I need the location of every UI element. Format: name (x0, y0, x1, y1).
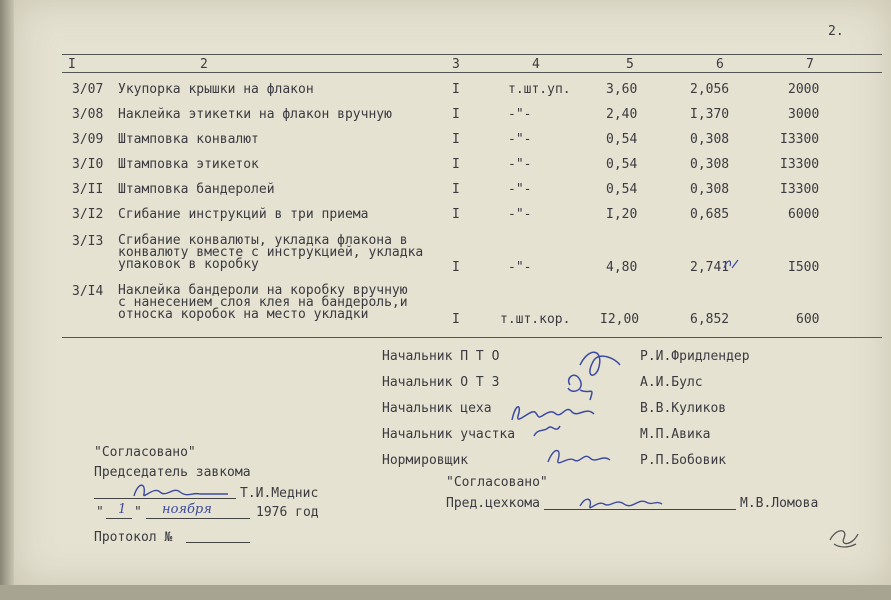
row-unit: -"- (508, 207, 532, 222)
row-name: Штамповка этикеток (118, 157, 259, 172)
row-col3: I (452, 157, 460, 172)
row-col6: 0,308 (690, 132, 730, 147)
row-col7: I500 (788, 260, 820, 275)
row-col6: 0,685 (690, 207, 730, 222)
signatory-name: В.В.Куликов (640, 401, 727, 416)
row-col6: I,370 (690, 107, 730, 122)
row-col5: 3,60 (606, 82, 638, 97)
column-header: 6 (716, 57, 724, 72)
row-col5: 0,54 (606, 132, 638, 147)
binding-shadow (0, 0, 14, 600)
signatory-name: А.И.Булс (640, 375, 703, 390)
handwritten-signature (508, 392, 604, 440)
bottom-edge (0, 585, 891, 600)
protocol-label: Протокол № (94, 530, 173, 545)
day-line (106, 518, 132, 519)
signatory-name: Р.И.Фридлендер (640, 349, 750, 364)
row-name: Укупорка крышки на флакон (118, 82, 314, 97)
row-name: Штамповка бандеролей (118, 182, 275, 197)
row-unit: -"- (508, 260, 532, 275)
row-col6: 0,308 (690, 182, 730, 197)
handwritten-signature (576, 490, 666, 514)
row-col7: 2000 (788, 82, 820, 97)
row-code: 3/I4 (72, 284, 104, 299)
row-col3: I (452, 82, 460, 97)
row-col5: 2,40 (606, 107, 638, 122)
row-name: Наклейка этикетки на флакон вручную (118, 107, 392, 122)
column-header: 3 (452, 57, 460, 72)
row-unit: т.шт.уп. (508, 82, 571, 97)
row-col3: I (452, 132, 460, 147)
row-col6: 6,852 (690, 312, 730, 327)
row-col5: 0,54 (606, 182, 638, 197)
signatory-name: Р.П.Бобовик (640, 453, 727, 468)
row-name: Сгибание инструкций в три приема (118, 207, 369, 222)
right-agreed-name: М.В.Ломова (740, 496, 819, 511)
signatory-position: Начальник цеха (382, 401, 492, 416)
signatory-position: Начальник О Т З (382, 375, 500, 390)
row-col3: I (452, 312, 460, 327)
row-code: 3/07 (72, 82, 104, 97)
row-col5: 0,54 (606, 157, 638, 172)
handwritten-signature (130, 478, 230, 504)
row-col7: 3000 (788, 107, 820, 122)
row-col7: I3300 (780, 182, 820, 197)
row-unit: -"- (508, 132, 532, 147)
header-rule-top (62, 54, 882, 55)
table-bottom-rule (62, 337, 882, 338)
signatory-position: Нормировщик (382, 453, 469, 468)
signatory-position: Начальник участка (382, 427, 516, 442)
row-col6: 0,308 (690, 157, 730, 172)
row-col7: I3300 (780, 157, 820, 172)
column-header: 5 (626, 57, 634, 72)
row-code: 3/I0 (72, 157, 104, 172)
row-name: Штамповка конвалют (118, 132, 259, 147)
protocol-line (186, 542, 250, 543)
row-col7: 600 (796, 312, 820, 327)
date-year: 1976 год (256, 505, 319, 520)
row-col5: 4,80 (606, 260, 638, 275)
row-col5: I,20 (606, 207, 638, 222)
row-name: Сгибание конвалюты, укладка флакона в конвалюту вместе с инструкцией, укладка упаковок в коробку (118, 233, 424, 272)
date-open-quote: " (96, 505, 104, 520)
row-col7: 6000 (788, 207, 820, 222)
row-col7: I3300 (780, 132, 820, 147)
row-unit: т.шт.кор. (500, 312, 571, 327)
row-col6: 2,741 (690, 260, 730, 275)
row-col3: I (452, 107, 460, 122)
column-header: 4 (532, 57, 540, 72)
right-agreed-label: "Согласовано" (446, 475, 548, 490)
row-name: Наклейка бандероли на коробку вручную с нанесением слоя клея на бандероль,и относка коробок на место укладки (118, 283, 408, 322)
row-code: 3/I2 (72, 207, 104, 222)
row-col5: I2,00 (600, 312, 640, 327)
row-code: 3/08 (72, 107, 104, 122)
row-unit: -"- (508, 157, 532, 172)
column-header: I (68, 57, 76, 72)
month-line (146, 518, 250, 519)
row-col6: 2,056 (690, 82, 730, 97)
date-day: 1 (118, 502, 127, 517)
signatory-position: Начальник П Т О (382, 349, 500, 364)
column-header: 2 (200, 57, 208, 72)
row-col3: I (452, 260, 460, 275)
row-code: 3/I3 (72, 234, 104, 249)
row-code: 3/II (72, 182, 104, 197)
handwritten-mark (826, 524, 862, 550)
handwritten-signature (544, 442, 614, 472)
signatory-name: М.П.Авика (640, 427, 711, 442)
row-unit: -"- (508, 182, 532, 197)
row-col3: I (452, 207, 460, 222)
row-unit: -"- (508, 107, 532, 122)
header-rule-bottom (62, 72, 882, 73)
left-agreed-title: Председатель завкома (94, 465, 251, 480)
page-number: 2. (828, 24, 844, 39)
right-agreed-title: Пред.цехкома (446, 496, 540, 511)
date-close-quote: " (134, 505, 142, 520)
row-col3: I (452, 182, 460, 197)
row-code: 3/09 (72, 132, 104, 147)
column-header: 7 (806, 57, 814, 72)
left-agreed-label: "Согласовано" (94, 445, 196, 460)
handwritten-correction-mark (722, 256, 740, 272)
date-month: ноября (162, 502, 212, 517)
left-agreed-name: Т.И.Меднис (240, 486, 319, 501)
